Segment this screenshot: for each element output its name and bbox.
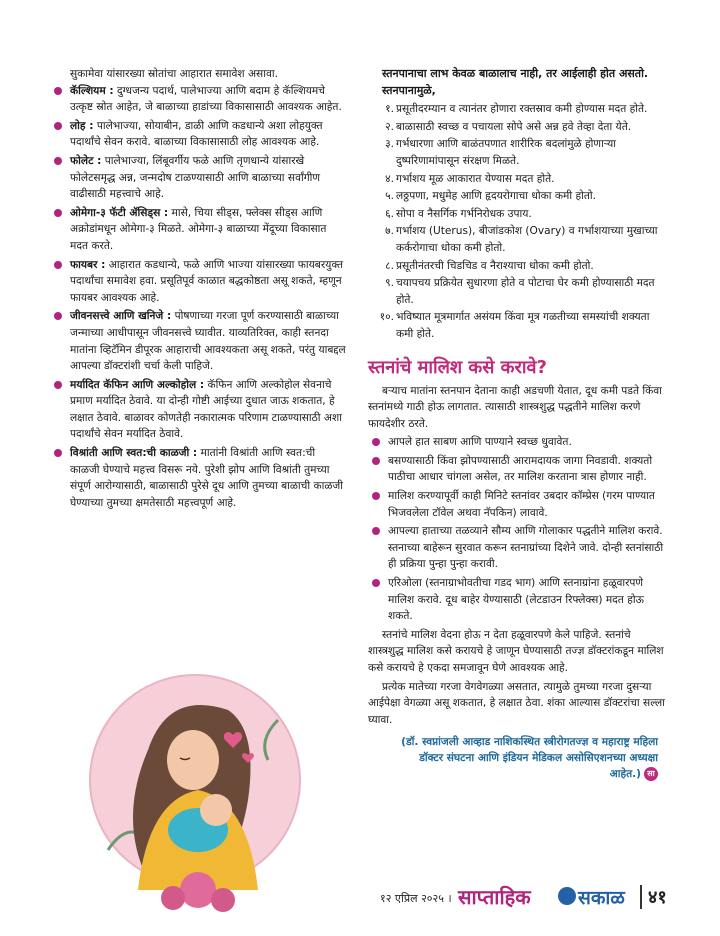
benefit-item (368, 136, 668, 169)
nutrient-item (70, 205, 346, 255)
benefit-text: बाळासाठी स्वच्छ व पचायला सोपे असे अन्न हवे तेव्हा देता येते. (396, 120, 632, 133)
benefit-number: १०. (379, 311, 394, 324)
benefit-text: लठ्ठपणा, मधुमेह आणि हृदयरोगाचा धोका कमी होतो. (396, 190, 596, 203)
bullet-icon (54, 261, 62, 269)
benefit-text: गर्भाशय मूळ आकारात येण्यास मदत होते. (396, 172, 555, 185)
benefit-item (368, 206, 668, 223)
massage-step-text: मालिश करण्यापूर्वी काही मिनिटे स्तनांवर उबदार कॉम्प्रेस (गरम पाण्यात भिजवलेला टॉवेल अथवा नॅपकिन) लावावे. (388, 490, 655, 519)
massage-step (368, 523, 668, 573)
mother-breastfeeding-illustration (88, 660, 302, 920)
nutrient-text: कॅफिन आणि अल्कोहोल सेवनाचे प्रमाण मर्यादित ठेवावे. या दोन्ही गोष्टी आईच्या दुधात जाऊ शकतात, हे लक्षात ठेवावे. बाळावर कोणतेही नकारात्मक परिणाम टाळण्यासाठी अशा पदार्थांचे सेवन मर्यादित ठेवावे. (70, 378, 342, 441)
benefit-item (368, 309, 668, 342)
nutrient-term: फोलेट : (70, 154, 102, 167)
left-column (70, 66, 346, 513)
nutrient-item (70, 445, 346, 511)
nutrient-term: फायबर : (70, 258, 106, 271)
author-note (388, 734, 658, 782)
author-text: (डॉ. स्वप्नांजली आव्हाड नाशिकस्थित स्त्रीरोगतज्ज्ञ व महाराष्ट्र महिला डॉक्टर संघटना आणि इंडियन मेडिकल असोसिएशनच्या अध्यक्षा आहेत.) (401, 736, 658, 781)
nutrient-term: ओमेगा-३ फॅटी ॲसिड्स : (70, 206, 169, 219)
intro-line: सुकामेवा यांसारख्या स्रोतांचा आहारात समावेश असावा. (70, 68, 278, 80)
page-footer (380, 883, 680, 913)
benefit-number: ९. (385, 277, 394, 290)
benefits-list (368, 101, 668, 342)
benefit-number: ८. (385, 259, 394, 272)
benefit-item (368, 119, 668, 136)
page-number: ४१ (648, 887, 667, 908)
nutrient-text: मातांनी विश्रांती आणि स्वत:ची काळजी घेण्याचे महत्त्व विसरू नये. पुरेशी झोप आणि विश्रांती तुमच्या संपूर्ण आरोग्यासाठी, बाळासाठी पुरेसे दूध आणि तुमच्या बाळाची काळजी घेण्याच्या तुमच्या क्षमतेसाठी महत्त्वपूर्ण आहे. (70, 447, 344, 509)
closing-paragraph-2: प्रत्येक मातेच्या गरजा वेगवेगळ्या असतात, त्यामुळे तुमच्या गरजा दुसऱ्या आईपेक्षा वेगळ्या असू शकतात, हे लक्षात ठेवा. शंका आल्यास डॉक्टरांचा सल्ला घ्यावा. (368, 680, 665, 726)
closing-paragraph-1: स्तनांचे मालिश वेदना होऊ न देता हळूवारपणे केले पाहिजे. स्तनांचे शास्त्रशुद्ध मालिश कसे करायचे हे जाणून घेण्यासाठी तज्ज्ञ डॉक्टरांकडून मालिश कसे करायचे हे एकदा समजावून घेणे आवश्यक आहे. (368, 628, 664, 674)
benefit-item (368, 101, 668, 118)
benefit-number: ४. (385, 172, 394, 185)
author-badge: सा (644, 767, 658, 781)
nutrient-text: पालेभाज्या, सोयाबीन, डाळी आणि कडधान्ये अशा लोहयुक्त पदार्थांचे सेवन करावे. बाळाच्या विकासासाठी लोह आवश्यक आहे. (70, 119, 323, 149)
massage-step-text: एरिओला (स्तनाग्राभोवतीचा गडद भाग) आणि स्तनाग्रांना हळूवारपणे मालिश करावे. दूध बाहेर येण्यासाठी (लेटडाउन रिफ्लेक्स) मदत होऊ शकते. (388, 577, 644, 623)
benefit-number: ७. (385, 225, 394, 238)
nutrient-item (70, 308, 346, 374)
bullet-icon (54, 381, 62, 389)
illustration-svg (88, 660, 302, 920)
benefit-item (368, 275, 668, 308)
publisher-name: सकाळ (578, 887, 625, 909)
footer-divider (640, 885, 642, 909)
nutrient-item (70, 118, 346, 151)
massage-step (368, 575, 668, 625)
right-column (368, 66, 668, 782)
nutrient-text: पोषणाच्या गरजा पूर्ण करण्यासाठी बाळाच्या जन्माच्या आधीपासून जीवनसत्त्वे घ्यावीत. याव्यतिरिक्त, काही स्तनदा मातांना व्हिटॅमिन डीपूरक आहाराची आवश्यकता असू शकते, परंतु याबद्दल आपल्या डॉक्टरांशी चर्चा केली पाहिजे. (70, 310, 346, 373)
section-title: स्तनांचे मालिश कसे करावे? (368, 356, 547, 378)
benefit-item (368, 258, 668, 275)
nutrient-item (70, 257, 346, 307)
benefit-text: प्रसूतीदरम्यान व त्यानंतर होणारा रक्तस्राव कमी होण्यास मदत होते. (396, 103, 648, 116)
massage-steps-list (368, 434, 668, 625)
section-intro: बऱ्याच मातांना स्तनपान देताना काही अडचणी येतात, दूध कमी पडते किंवा स्तनांमध्ये गाठी होऊ लागतात. त्यासाठी शास्त्रशुद्ध पद्धतीने मालिश करणे फायदेशीर ठरते. (368, 384, 662, 430)
benefit-number: ५. (385, 190, 394, 203)
benefit-text: भविष्यात मूत्रमार्गात असंयम किंवा मूत्र गळतीच्या समस्यांची शक्यता कमी होते. (396, 311, 650, 340)
benefit-number: ६. (385, 207, 394, 220)
nutrient-term: जीवनसत्त्वे आणि खनिजे : (70, 310, 172, 323)
nutrient-item (70, 377, 346, 443)
benefit-text: सोपा व नैसर्गिक गर्भनिरोधक उपाय. (396, 207, 532, 220)
massage-step (368, 434, 668, 451)
sakal-logo-icon (558, 887, 576, 905)
nutrient-text: पालेभाज्या, लिंबूवर्गीय फळे आणि तृणधान्ये यांसारखे फोलेटसमृद्ध अन्न, जन्मदोष टाळण्यासाठी आणि बाळाच्या सर्वांगीण वाढीसाठी महत्त्वाचे आहे. (70, 154, 321, 201)
bullet-icon (372, 492, 380, 500)
breastfeeding-lead: स्तनपानाचा लाभ केवळ बाळालाच नाही, तर आईलाही होत असतो. स्तनपानामुळे, (382, 67, 649, 97)
bullet-icon (54, 449, 62, 457)
nutrient-term: विश्रांती आणि स्वत:ची काळजी : (70, 447, 198, 460)
issue-date: १२ एप्रिल २०२५ । (380, 892, 452, 905)
nutrient-list (70, 83, 346, 512)
nutrient-term: लोह : (70, 119, 94, 132)
bullet-icon (54, 209, 62, 217)
bullet-icon (54, 312, 62, 320)
bullet-icon (54, 87, 62, 95)
nutrient-item (70, 83, 346, 116)
massage-step (368, 453, 668, 486)
nutrient-text: आहारात कडधान्ये, फळे आणि भाज्या यांसारख्या फायबरयुक्त पदार्थांचा समावेश हवा. प्रसूतिपूर्व काळात बद्धकोष्ठता असू शकते, म्हणून फायबर आवश्यक आहे. (70, 258, 344, 304)
benefit-number: ३. (385, 138, 394, 151)
benefit-number: २. (385, 120, 394, 133)
benefit-item (368, 188, 668, 205)
bullet-icon (372, 579, 380, 587)
bullet-icon (372, 438, 380, 446)
benefit-text: प्रसूतीनंतरची चिडचिड व नैराश्याचा धोका कमी होतो. (396, 259, 594, 272)
massage-step-text: बसण्यासाठी किंवा झोपण्यासाठी आरामदायक जागा निवडावी. शक्यतो पाठीचा आधार चांगला असेल, तर मालिश करताना त्रास होणार नाही. (388, 454, 653, 484)
massage-step-text: आपल्या हाताच्या तळव्याने सौम्य आणि गोलाकार पद्धतीने मालिश करावे. स्तनाच्या बाहेरून सुरवात करून स्तनाग्रांच्या दिशेने जावे. दोन्ही स्तनांसाठी ही प्रक्रिया पुन्हा पुन्हा करावी. (388, 525, 664, 571)
massage-step (368, 488, 668, 521)
benefit-text: गर्भधारणा आणि बाळंतपणात शारीरिक बदलांमुळे होणाऱ्या दुष्परिणामांपासून संरक्षण मिळते. (396, 138, 616, 167)
benefit-item (368, 171, 668, 188)
magazine-brand: साप्ताहिक (458, 885, 531, 909)
bullet-icon (54, 157, 62, 165)
nutrient-text: दुग्धजन्य पदार्थ, पालेभाज्या आणि बदाम हे कॅल्शियमचे उत्कृष्ट स्रोत आहेत, जे बाळाच्या हाडांच्या विकासासाठी आवश्यक आहेत. (70, 84, 342, 114)
nutrient-item (70, 153, 346, 203)
bullet-icon (54, 122, 62, 130)
benefit-item (368, 223, 668, 256)
nutrient-term: मर्यादित कॅफिन आणि अल्कोहोल : (70, 378, 205, 391)
bullet-icon (372, 457, 380, 465)
massage-step-text: आपले हात साबण आणि पाण्याने स्वच्छ धुवावेत. (388, 436, 572, 449)
benefit-number: १. (385, 103, 394, 116)
nutrient-term: कॅल्शियम : (70, 84, 114, 97)
nutrient-text: मासे, चिया सीड्स, फ्लेक्स सीड्स आणि अक्रोडांमधून ओमेगा-३ मिळते. ओमेगा-३ बाळाच्या मेंदूच्या विकासात मदत करते. (70, 206, 327, 252)
bullet-icon (372, 527, 380, 535)
benefit-text: चयापचय प्रक्रियेत सुधारणा होते व पोटाचा घेर कमी होण्यासाठी मदत होते. (396, 277, 655, 306)
benefit-text: गर्भाशय (Uterus), बीजांडकोश (Ovary) व गर्भाशयाच्या मुखाच्या कर्करोगाचा धोका कमी होतो. (396, 225, 658, 254)
